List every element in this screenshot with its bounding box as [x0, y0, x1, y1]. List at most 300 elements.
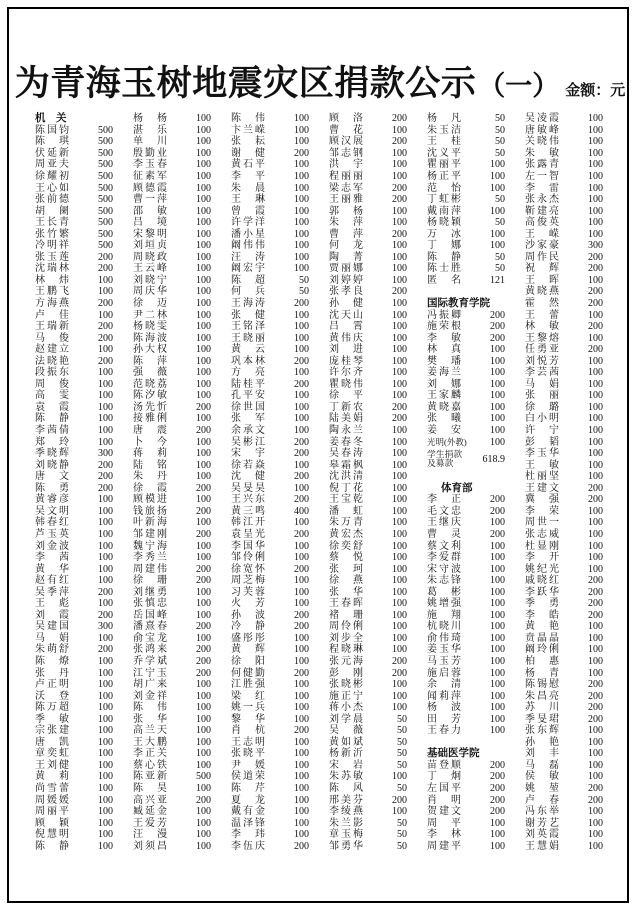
donor-row — [133, 205, 211, 217]
donor-name: 朱志锋 — [427, 575, 461, 587]
donor-amount: 200 — [490, 759, 505, 771]
donor-name: 陈 勇 — [35, 482, 69, 494]
donor-amount: 100 — [588, 448, 603, 460]
donor-name: 俞伟琦 — [427, 632, 461, 644]
donor-name: 卞兰嵘 — [231, 124, 265, 136]
donor-row — [35, 332, 113, 344]
donor-name: 黄伟庆 — [329, 332, 363, 344]
donor-row — [35, 644, 113, 656]
donor-amount: 500 — [98, 228, 113, 240]
donor-name: 黄三鸣 — [231, 505, 265, 517]
donor-amount: 500 — [98, 159, 113, 171]
donor-amount: 100 — [392, 217, 407, 229]
donor-row — [231, 309, 309, 321]
donor-name: 季晓辉 — [35, 448, 69, 460]
donor-row — [35, 298, 113, 310]
donor-name: 邹建刚 — [133, 528, 167, 540]
donor-row — [329, 217, 407, 229]
donor-row — [525, 529, 603, 541]
donor-name: 许 宁 — [525, 425, 559, 437]
donor-name: 冀 强 — [525, 494, 559, 506]
donor-name: 陈 风 — [329, 782, 363, 794]
donor-row — [133, 425, 211, 437]
donor-amount: 200 — [196, 482, 211, 494]
donor-name: 张鸿来 — [133, 644, 167, 656]
donor-row — [231, 136, 309, 148]
donor-name: 江宁玉 — [133, 667, 167, 679]
donor-amount: 100 — [392, 679, 407, 691]
donor-amount: 100 — [196, 367, 211, 379]
donor-name: 邵 敏 — [133, 205, 167, 217]
donor-row — [329, 563, 407, 575]
donor-amount: 100 — [196, 309, 211, 321]
donor-amount: 100 — [490, 644, 505, 656]
donor-row — [427, 667, 505, 679]
donor-amount: 100 — [588, 505, 603, 517]
donor-name: 刘晓静 — [35, 459, 69, 471]
donor-name: 阚玲俐 — [525, 644, 559, 656]
donor-name: 韩江开 — [231, 517, 265, 529]
donor-amount: 200 — [294, 448, 309, 460]
donor-row — [427, 817, 505, 829]
donor-name: 王 嵘 — [525, 228, 559, 240]
donor-amount: 100 — [294, 263, 309, 275]
page-title-part: （一） — [478, 71, 560, 101]
donor-name: 孙 艳 — [525, 736, 559, 748]
donor-row — [525, 148, 603, 160]
donor-name: 周世一 — [525, 517, 559, 529]
donor-name: 接雅俐 — [133, 413, 167, 425]
donor-row — [525, 240, 603, 252]
donor-name: 火 芳 — [231, 598, 265, 610]
donor-amount: 100 — [392, 425, 407, 437]
donor-row — [525, 205, 603, 217]
donor-row — [35, 713, 113, 725]
donor-row — [133, 540, 211, 552]
donor-amount: 100 — [98, 667, 113, 679]
donor-amount: 100 — [196, 413, 211, 425]
donor-amount: 200 — [196, 505, 211, 517]
donor-amount: 100 — [196, 263, 211, 275]
donor-name: 白小明 — [525, 413, 559, 425]
donor-name: 吴文明 — [35, 505, 69, 517]
donor-name: 樊 璠 — [427, 355, 461, 367]
donor-name: 陆桂平 — [231, 378, 265, 390]
donor-row — [133, 483, 211, 495]
donor-amount: 100 — [196, 598, 211, 610]
donor-amount: 200 — [588, 298, 603, 310]
donor-name: 田 芳 — [427, 713, 461, 725]
donor-row — [231, 171, 309, 183]
donor-name: 胡 阑 — [35, 205, 69, 217]
donor-row — [231, 379, 309, 391]
donor-amount: 500 — [98, 124, 113, 136]
donor-amount: 100 — [294, 586, 309, 598]
donor-amount: 200 — [490, 806, 505, 818]
donor-row — [231, 771, 309, 783]
donor-amount: 200 — [98, 321, 113, 333]
donor-name: 强 薇 — [133, 367, 167, 379]
donor-row — [329, 610, 407, 622]
donor-amount: 100 — [98, 736, 113, 748]
donor-name: 李正关 — [133, 748, 167, 760]
donor-row — [427, 309, 505, 321]
donor-name: 杭晓川 — [427, 621, 461, 633]
donor-name: 刘婷婷 — [329, 274, 363, 286]
donor-name: 吴建国 — [35, 621, 69, 633]
donor-name: 姚 堃 — [525, 782, 559, 794]
donor-amount: 100 — [588, 655, 603, 667]
donor-name: 陈 琪 — [35, 136, 69, 148]
donor-name: 王继庆 — [427, 517, 461, 529]
donor-row — [133, 379, 211, 391]
donor-amount: 200 — [196, 575, 211, 587]
donor-amount: 100 — [294, 205, 309, 217]
donor-amount: 50 — [397, 725, 407, 737]
donor-name: 张 华 — [329, 586, 363, 598]
donor-amount: 200 — [588, 713, 603, 725]
donor-name: 庞桂琴 — [329, 355, 363, 367]
donor-amount: 100 — [98, 309, 113, 321]
donor-name: 陈士胜 — [427, 263, 461, 275]
donor-name: 黎 华 — [231, 713, 265, 725]
donor-name: 魏宁海 — [133, 540, 167, 552]
donor-amount: 100 — [98, 413, 113, 425]
donor-row — [231, 702, 309, 714]
donor-amount: 100 — [490, 598, 505, 610]
donor-name: 李 正 — [427, 494, 461, 506]
donor-name: 周丽平 — [35, 806, 69, 818]
donor-amount: 100 — [588, 147, 603, 159]
donor-row — [35, 563, 113, 575]
donor-name: 冯东举 — [525, 806, 559, 818]
donor-name: 任勇亚 — [525, 344, 559, 356]
donor-amount: 100 — [588, 667, 603, 679]
donor-amount: 500 — [98, 147, 113, 159]
donor-name: 李玉华 — [525, 448, 559, 460]
donor-row — [427, 367, 505, 379]
donor-name: 蒋小杰 — [329, 702, 363, 714]
donor-row — [525, 159, 603, 171]
donor-name: 陈亚新 — [133, 771, 167, 783]
donor-name: 谢 健 — [231, 147, 265, 159]
donor-amount: 100 — [294, 575, 309, 587]
donor-amount: 100 — [588, 540, 603, 552]
donor-name: 黄睿彦 — [35, 494, 69, 506]
donor-name: 侯 敏 — [525, 771, 559, 783]
donor-amount: 100 — [294, 794, 309, 806]
donor-row — [329, 171, 407, 183]
donor-column-1 — [35, 113, 129, 852]
donor-amount: 100 — [294, 655, 309, 667]
donor-name: 黄 华 — [35, 563, 69, 575]
donor-row — [231, 205, 309, 217]
donor-amount: 100 — [98, 425, 113, 437]
donor-name: 张元海 — [329, 655, 363, 667]
donor-amount: 100 — [294, 517, 309, 529]
donor-name: 张前德 — [35, 194, 69, 206]
donor-name: 唐敏峰 — [525, 124, 559, 136]
donor-row — [231, 656, 309, 668]
donor-row — [427, 494, 505, 506]
donor-amount: 100 — [196, 344, 211, 356]
donor-amount: 100 — [588, 563, 603, 575]
donor-row — [231, 540, 309, 552]
donor-amount: 100 — [392, 540, 407, 552]
donor-name: 章奕虹 — [35, 748, 69, 760]
donor-row — [427, 125, 505, 137]
donor-amount: 100 — [392, 147, 407, 159]
donor-name: 吴 薇 — [329, 725, 363, 737]
donor-name: 陈汐敏 — [133, 390, 167, 402]
donor-amount: 50 — [495, 251, 505, 263]
donor-row — [231, 737, 309, 749]
donor-amount: 100 — [588, 425, 603, 437]
donor-amount: 200 — [98, 471, 113, 483]
donor-row — [525, 563, 603, 575]
donor-row — [35, 737, 113, 749]
donor-amount: 100 — [392, 298, 407, 310]
donor-row — [427, 171, 505, 183]
donor-name: 王 琳 — [231, 194, 265, 206]
donor-name: 王家麟 — [427, 390, 461, 402]
donor-amount: 100 — [392, 609, 407, 621]
donor-row — [329, 679, 407, 691]
donor-name: 张玉莲 — [35, 251, 69, 263]
donor-row — [35, 148, 113, 160]
donor-name: 张露青 — [525, 159, 559, 171]
donor-amount: 100 — [294, 632, 309, 644]
donor-name: 彭 刚 — [329, 667, 363, 679]
donor-row — [133, 148, 211, 160]
donor-name: 彭 韬 — [525, 436, 559, 448]
donor-amount: 100 — [98, 806, 113, 818]
donor-row — [427, 783, 505, 795]
donor-name: 杨新沂 — [329, 748, 363, 760]
donor-amount: 200 — [98, 355, 113, 367]
donor-row — [133, 448, 211, 460]
donor-amount: 200 — [294, 667, 309, 679]
donor-name: 陈 静 — [35, 840, 69, 852]
donor-row — [133, 413, 211, 425]
donor-name: 曹 花 — [329, 124, 363, 136]
donor-name: 宗张建 — [35, 725, 69, 737]
donor-amount: 100 — [588, 194, 603, 206]
donor-name: 朱兰影 — [329, 817, 363, 829]
donor-row — [133, 309, 211, 321]
donor-row — [231, 529, 309, 541]
donor-name: 刘须昌 — [133, 840, 167, 852]
donor-amount: 100 — [392, 124, 407, 136]
donor-row — [133, 702, 211, 714]
donor-name: 韩春红 — [35, 517, 69, 529]
donor-name: 高兰天 — [133, 725, 167, 737]
donor-amount: 200 — [392, 286, 407, 298]
donor-amount: 100 — [490, 367, 505, 379]
donor-name: 杨晓雯 — [133, 321, 167, 333]
donor-row — [133, 390, 211, 402]
donor-name: 刘 丰 — [525, 748, 559, 760]
donor-name: 刘垣贞 — [133, 240, 167, 252]
donor-amount: 100 — [294, 240, 309, 252]
donor-row — [133, 610, 211, 622]
donor-name: 徐 平 — [329, 390, 363, 402]
donor-row — [231, 667, 309, 679]
donor-name: 刘步全 — [329, 632, 363, 644]
donor-amount: 100 — [588, 771, 603, 783]
donor-amount: 50 — [299, 286, 309, 298]
donor-amount: 100 — [98, 817, 113, 829]
donor-amount: 50 — [495, 124, 505, 136]
donor-amount: 100 — [490, 575, 505, 587]
donor-amount: 100 — [98, 713, 113, 725]
donor-name: 黄晓嘉 — [427, 401, 461, 413]
donor-row — [329, 771, 407, 783]
donor-row — [525, 436, 603, 448]
donor-amount: 100 — [588, 124, 603, 136]
donor-row — [427, 621, 505, 633]
donor-amount: 100 — [196, 713, 211, 725]
donor-name: 周伶俐 — [329, 621, 363, 633]
donor-name: 戴南萍 — [427, 205, 461, 217]
donor-row — [329, 586, 407, 598]
donor-name: 张永杰 — [525, 194, 559, 206]
donor-row — [35, 182, 113, 194]
donor-row — [133, 690, 211, 702]
donor-name: 张 曦 — [427, 413, 461, 425]
donor-name: 杜丽坚 — [525, 471, 559, 483]
donor-amount: 100 — [392, 378, 407, 390]
donor-row — [231, 148, 309, 160]
donor-amount: 100 — [392, 563, 407, 575]
donor-name: 陈 静 — [427, 251, 461, 263]
donor-name: 钱旅扬 — [133, 505, 167, 517]
donor-name: 黄如斌 — [329, 736, 363, 748]
donor-amount: 100 — [588, 748, 603, 760]
donor-amount: 100 — [196, 702, 211, 714]
donor-name: 巩本林 — [231, 355, 265, 367]
donor-amount: 100 — [294, 552, 309, 564]
donor-row — [427, 517, 505, 529]
donor-amount: 100 — [490, 667, 505, 679]
donor-name: 宋 宇 — [231, 448, 265, 460]
donor-row — [427, 771, 505, 783]
donor-amount: 100 — [392, 367, 407, 379]
donor-row — [329, 840, 407, 852]
donor-amount: 100 — [196, 517, 211, 529]
donor-amount: 200 — [98, 263, 113, 275]
donor-name: 刘悦芳 — [525, 355, 559, 367]
donor-row — [133, 275, 211, 287]
donor-row — [133, 748, 211, 760]
donor-row — [133, 159, 211, 171]
donor-row — [231, 332, 309, 344]
donor-amount: 100 — [588, 736, 603, 748]
donor-row — [329, 205, 407, 217]
donor-name: 汪 漫 — [133, 829, 167, 841]
donor-name: 靳建亮 — [525, 205, 559, 217]
section-header: 体育部 — [441, 482, 473, 494]
donor-name: 林 炜 — [35, 274, 69, 286]
donor-name: 陈 芹 — [231, 782, 265, 794]
donor-row — [35, 540, 113, 552]
donor-row — [329, 517, 407, 529]
donor-amount: 50 — [397, 840, 407, 852]
donor-row — [525, 644, 603, 656]
donor-name: 毛文忠 — [427, 505, 461, 517]
donor-row — [525, 633, 603, 645]
donor-name: 李茜倩 — [35, 425, 69, 437]
donor-amount: 100 — [196, 332, 211, 344]
donor-name: 唐 震 — [133, 425, 167, 437]
donor-row — [231, 598, 309, 610]
donor-amount: 100 — [490, 655, 505, 667]
donor-amount: 200 — [392, 228, 407, 240]
donor-amount: 100 — [98, 771, 113, 783]
donor-name: 王云峰 — [133, 263, 167, 275]
donor-amount: 100 — [196, 448, 211, 460]
donor-amount: 100 — [294, 401, 309, 413]
donor-row — [427, 390, 505, 402]
donor-row — [427, 321, 505, 333]
donor-row — [329, 228, 407, 240]
donor-amount: 100 — [490, 817, 505, 829]
donor-row — [525, 656, 603, 668]
donor-row — [427, 402, 505, 414]
donor-amount: 50 — [397, 713, 407, 725]
donor-name: 顾汉展 — [329, 136, 363, 148]
donor-amount: 100 — [490, 425, 505, 437]
donor-name: 王铭泽 — [231, 321, 265, 333]
donor-row — [231, 402, 309, 414]
donor-row — [427, 344, 505, 356]
donor-row — [35, 252, 113, 264]
donor-amount: 100 — [98, 286, 113, 298]
donor-name: 姜春冬 — [329, 436, 363, 448]
donor-row — [133, 171, 211, 183]
donor-row — [133, 402, 211, 414]
donor-row — [133, 806, 211, 818]
donor-amount: 100 — [98, 794, 113, 806]
donor-name: 高 雯 — [35, 390, 69, 402]
donor-name: 王海涛 — [231, 298, 265, 310]
donor-name: 吴春涛 — [329, 448, 363, 460]
donor-row — [35, 240, 113, 252]
donor-name: 顾德霞 — [133, 182, 167, 194]
donor-row — [133, 217, 211, 229]
donor-name: 施 翔 — [427, 609, 461, 621]
donor-row — [525, 228, 603, 240]
donor-name: 法晓艳 — [35, 355, 69, 367]
donor-row — [231, 829, 309, 841]
donor-name: 闻莉萍 — [427, 690, 461, 702]
donor-row — [231, 748, 309, 760]
donor-amount: 200 — [294, 298, 309, 310]
donor-name: 皋霜枫 — [329, 459, 363, 471]
donor-row — [35, 309, 113, 321]
donor-name: 徐宽怀 — [231, 563, 265, 575]
donor-name: 夏 龙 — [231, 794, 265, 806]
donor-row — [133, 367, 211, 379]
donor-row — [329, 390, 407, 402]
donor-row — [329, 286, 407, 298]
donor-row — [35, 679, 113, 691]
donor-row — [427, 829, 505, 841]
donor-name: 征素军 — [133, 171, 167, 182]
donor-name: 贲晶晶 — [525, 632, 559, 644]
donor-name: 吴季萍 — [35, 586, 69, 598]
donor-name: 叶新海 — [133, 517, 167, 529]
